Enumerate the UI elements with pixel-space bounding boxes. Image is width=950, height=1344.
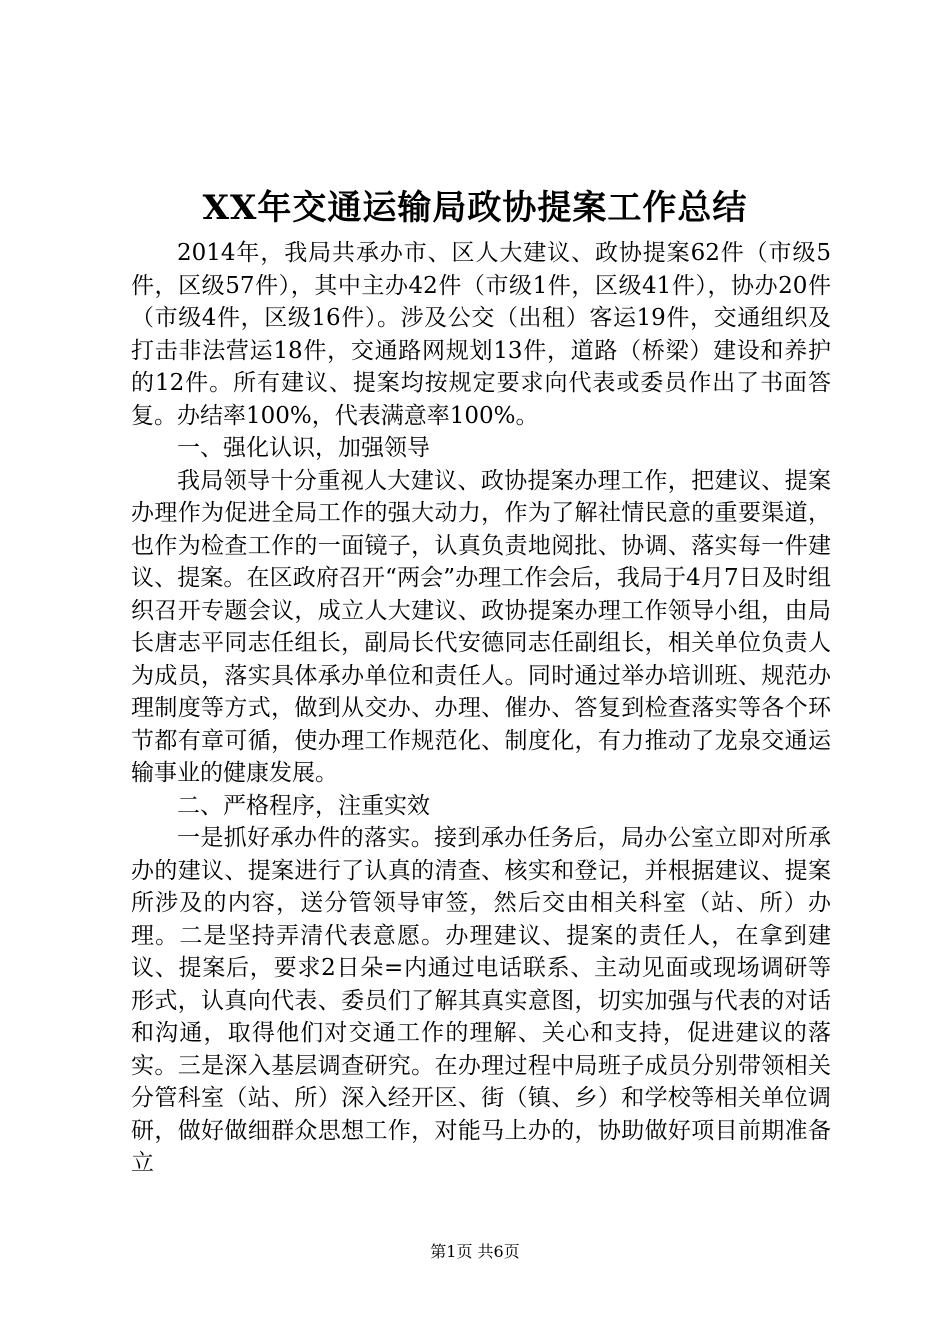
document-body bbox=[131, 237, 831, 1180]
page-number-footer: 第1页 共6页 bbox=[430, 1242, 520, 1261]
paragraph-procedure: 一是抓好承办件的落实。接到承办任务后，局办公室立即对所承办的建议、提案进行了认真的清查、核实和登记，并根据建议、提案所涉及的内容，送分管领导审签，然后交由相关科室（站、所）办理。二是坚持弄清代表意愿。办理建议、提案的责任人，在拿到建议、提案后，要求2日朵=内通过电话联系、主动见面或现场调研等形式，认真向代表、委员们了解其真实意图，切实加强与代表的对话和沟通，取得他们对交通工作的理解、关心和支持，促进建议的落实。三是深入基层调查研究。在办理过程中局班子成员分别带领相关分管科室（站、所）深入经开区、街（镇、乡）和学校等相关单位调研，做好做细群众思想工作，对能马上办的，协助做好项目前期准备立 bbox=[131, 825, 831, 1176]
paragraph-summary: 2014年，我局共承办市、区人大建议、政协提案62件（市级5件，区级57件），其中主办42件（市级1件，区级41件），协办20件（市级4件，区级16件）。涉及公交（出租）客运19件，交通组织及打击非法营运18件，交通路网规划13件，道路（桥梁）建设和养护的12件。所有建议、提案均按规定要求向代表或委员作出了书面答复。办结率100%，代表满意率100%。 bbox=[131, 240, 831, 429]
section-heading-2: 二、严格程序，注重实效 bbox=[177, 792, 430, 819]
document-title: XX年交通运输局政协提案工作总结 bbox=[202, 188, 748, 228]
paragraph-leadership: 我局领导十分重视人大建议、政协提案办理工作，把建议、提案办理作为促进全局工作的强大动力，作为了解社情民意的重要渠道，也作为检查工作的一面镜子，认真负责地阅批、协调、落实每一件建议、提案。在区政府召开“两会”办理工作会后，我局于4月7日及时组织召开专题会议，成立人大建议、政协提案办理工作领导小组，由局长唐志平同志任组长，副局长代安德同志任副组长，相关单位负责人为成员，落实具体承办单位和责任人。同时通过举办培训班、规范办理制度等方式，做到从交办、办理、催办、答复到检查落实等各个环节都有章可循，使办理工作规范化、制度化，有力推动了龙泉交通运输事业的健康发展。 bbox=[131, 467, 831, 786]
section-heading-1: 一、强化认识，加强领导 bbox=[177, 435, 430, 461]
